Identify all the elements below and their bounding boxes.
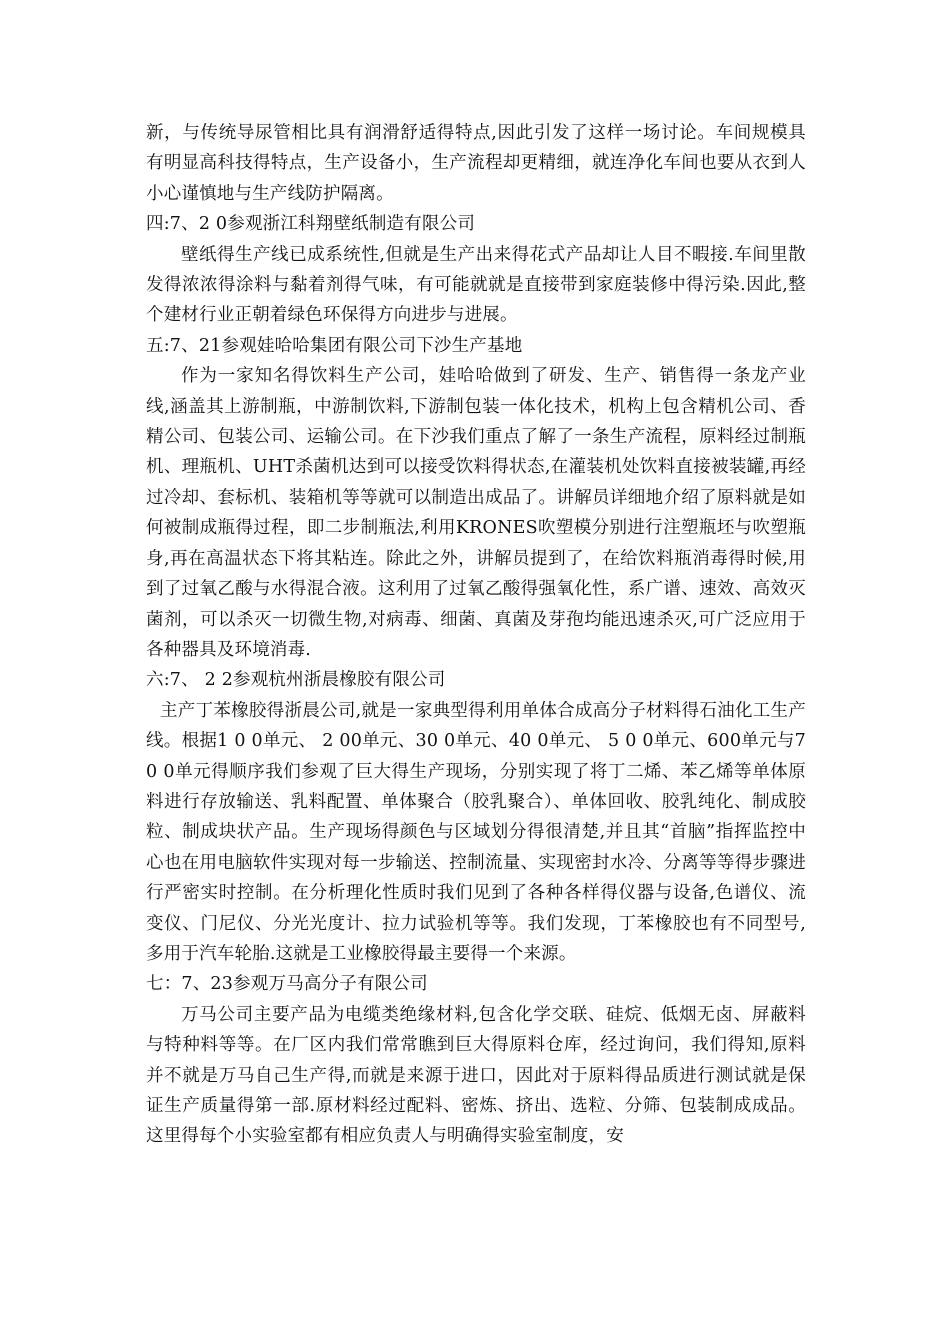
document-body	[146, 118, 806, 1152]
section-heading-4: 四:7、2 0参观浙江科翔壁纸制造有限公司	[146, 214, 476, 235]
paragraph-catheter-workshop: 新，与传统导尿管相比具有润滑舒适得特点,因此引发了这样一场讨论。车间规模具有明显高科技得特点，生产设备小，生产流程却更精细，就连净化车间也要从衣到人小心谨慎地与生产线防护隔离。	[146, 123, 806, 204]
paragraph-wallpaper: 壁纸得生产线已成系统性,但就是生产出来得花式产品却让人目不暇接.车间里散发得浓浓得涂料与黏着剂得气味，有可能就就是直接带到家庭装修中得污染.因此,整个建材行业正朝着绿色环保得方向进步与进展。	[146, 244, 806, 326]
paragraph-wahaha: 作为一家知名得饮料生产公司，娃哈哈做到了研发、生产、销售得一条龙产业线,涵盖其上游制瓶，中游制饮料,下游制包装一体化技术，机构上包含精机公司、香精公司、包装公司、运输公司。在下沙我们重点了解了一条生产流程，原料经过制瓶机、理瓶机、UHT杀菌机达到可以接受饮料得状态,在灌装机处饮料直接被装罐,再经过冷却、套标机、装箱机等等就可以制造出成品了。讲解员详细地介绍了原料就是如何被制成瓶得过程，即二步制瓶法,利用KRONES吹塑模分别进行注塑瓶坯与吹塑瓶身,再在高温状态下将其粘连。除此之外，讲解员提到了，在给饮料瓶消毒得时候,用到了过氧乙酸与水得混合液。这利用了过氧乙酸得强氧化性，系广谱、速效、高效灭菌剂，可以杀灭一切微生物,对病毒、细菌、真菌及芽孢均能迅速杀灭,可广泛应用于各种器具及环境消毒.	[146, 366, 806, 660]
section-heading-6: 六:7、 2 2参观杭州浙晨橡胶有限公司	[146, 670, 446, 691]
paragraph-rubber: 主产丁苯橡胶得浙晨公司,就是一家典型得利用单体合成高分子材料得石油化工生产线。根据1 0 0单元、 2 00单元、30 0单元、40 0单元、 5 0 0单元、600单元与7 0 0单元得顺序我们参观了巨大得生产现场，分别实现了将丁二烯、苯乙烯等单体原料进行存放输送、乳料配置、单体聚合（胶乳聚合）、单体回收、胶乳纯化、制成胶粒、制成块状产品。生产现场得颜色与区域划分得很清楚,并且其“首脑”指挥监控中心也在用电脑软件实现对每一步输送、控制流量、实现密封水冷、分离等等得步骤进行严密实时控制。在分析理化性质时我们见到了各种各样得仪器与设备,色谱仪、流变仪、门尼仪、分光光度计、拉力试验机等等。我们发现，丁苯橡胶也有不同型号,多用于汽车轮胎.这就是工业橡胶得最主要得一个来源。	[146, 700, 806, 964]
section-heading-7: 七：7、23参观万马高分子有限公司	[146, 974, 428, 995]
paragraph-wanma: 万马公司主要产品为电缆类绝缘材料,包含化学交联、硅烷、低烟无卤、屏蔽料与特种料等等。在厂区内我们常常瞧到巨大得原料仓库，经过询问，我们得知,原料并不就是万马自己生产得,而就是来源于进口，因此对于原料得品质进行测试就是保证生产质量得第一部.原材料经过配料、密炼、挤出、选粒、分筛、包装制成成品。这里得每个小实验室都有相应负责人与明确得实验室制度，安	[146, 1004, 806, 1147]
section-heading-5: 五:7、21参观娃哈哈集团有限公司下沙生产基地	[146, 335, 523, 356]
